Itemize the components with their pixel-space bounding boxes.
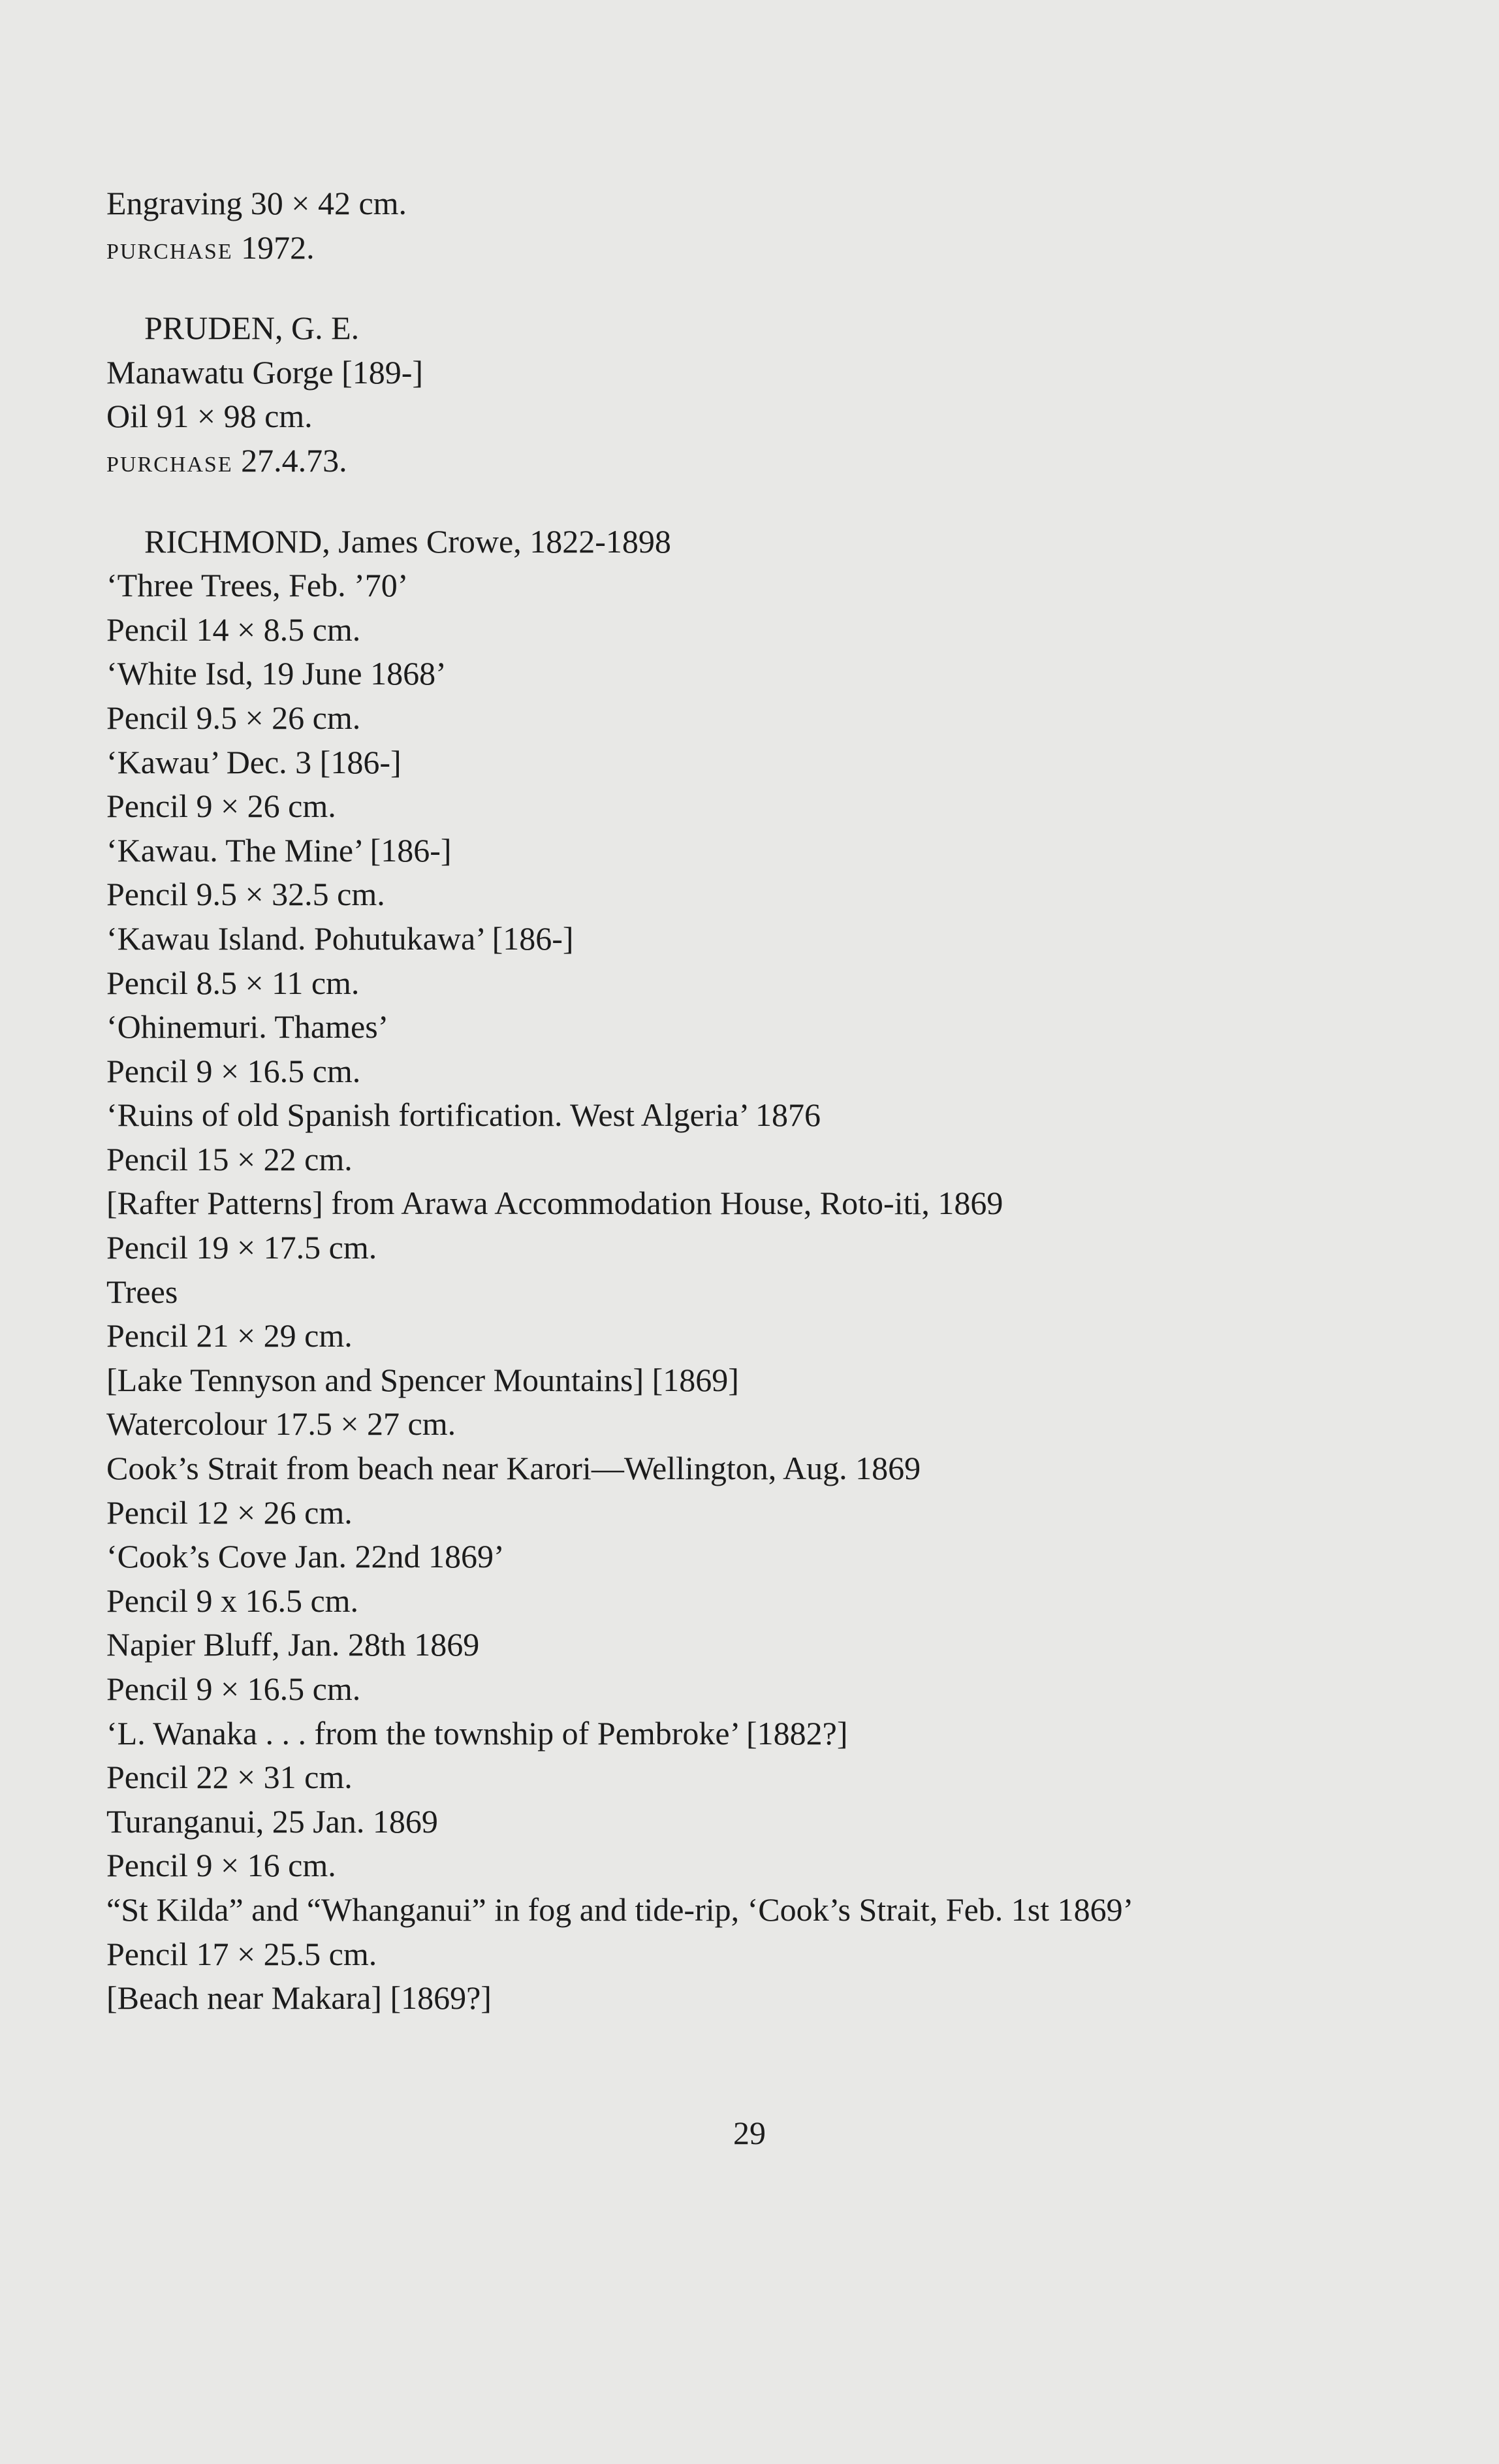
entry-medium: Pencil 22 × 31 cm. bbox=[106, 1759, 353, 1796]
entry-medium: Pencil 9 × 16.5 cm. bbox=[106, 1052, 361, 1089]
entry-medium: Oil 91 × 98 cm. bbox=[106, 398, 313, 435]
entry-medium: Pencil 17 × 25.5 cm. bbox=[106, 1935, 377, 1972]
entry-title: ‘Kawau. The Mine’ [186-] bbox=[106, 831, 452, 869]
entry-medium: Engraving 30 × 42 cm. bbox=[106, 185, 407, 221]
catalogue-column bbox=[106, 182, 1242, 2021]
entry-title: ‘Ruins of old Spanish fortification. West Algeria’ 1876 bbox=[106, 1096, 821, 1134]
entry-title: [Beach near Makara] [1869?] bbox=[106, 1979, 492, 2017]
acquisition-label: PURCHASE bbox=[106, 452, 233, 477]
entry-medium: Pencil 9 × 26 cm. bbox=[106, 788, 336, 825]
artist-heading: RICHMOND, James Crowe, 1822-1898 bbox=[144, 522, 671, 560]
entry-title: Trees bbox=[106, 1273, 178, 1310]
entry-title: ‘White Isd, 19 June 1868’ bbox=[106, 655, 447, 692]
entry-title: ‘Kawau’ Dec. 3 [186-] bbox=[106, 743, 402, 780]
entry-title: ‘L. Wanaka . . . from the township of Pembroke’ [1882?] bbox=[106, 1714, 848, 1752]
entry-title: ‘Kawau Island. Pohutukawa’ [186-] bbox=[106, 920, 574, 957]
entry-title: Napier Bluff, Jan. 28th 1869 bbox=[106, 1626, 480, 1663]
entry-medium: Watercolour 17.5 × 27 cm. bbox=[106, 1405, 456, 1443]
page-number: 29 bbox=[733, 2115, 766, 2151]
entry-medium: Pencil 9 × 16 cm. bbox=[106, 1847, 336, 1884]
entry-title: [Rafter Patterns] from Arawa Accommodation House, Roto-iti, 1869 bbox=[106, 1185, 1003, 1222]
entry-title: Turanganui, 25 Jan. 1869 bbox=[106, 1802, 438, 1840]
entry-medium: Pencil 9.5 × 26 cm. bbox=[106, 699, 361, 736]
entry-title: [Lake Tennyson and Spencer Mountains] [1869] bbox=[106, 1361, 739, 1398]
entry-medium: Pencil 12 × 26 cm. bbox=[106, 1494, 353, 1531]
entry-medium: Pencil 9 × 16.5 cm. bbox=[106, 1671, 361, 1707]
entry-medium: Pencil 9 x 16.5 cm. bbox=[106, 1582, 359, 1619]
entry-title: Manawatu Gorge [189-] bbox=[106, 353, 424, 391]
entry-medium: Pencil 19 × 17.5 cm. bbox=[106, 1229, 377, 1266]
entry-title: ‘Cook’s Cove Jan. 22nd 1869’ bbox=[106, 1538, 505, 1575]
acquisition-date: 1972. bbox=[232, 229, 315, 266]
entry-medium: Pencil 14 × 8.5 cm. bbox=[106, 611, 361, 648]
entry-acquisition bbox=[106, 439, 1242, 483]
entry-medium: Pencil 8.5 × 11 cm. bbox=[106, 964, 360, 1001]
entry-medium: Pencil 15 × 22 cm. bbox=[106, 1140, 353, 1177]
spacer bbox=[106, 483, 1242, 520]
artist-heading: PRUDEN, G. E. bbox=[144, 310, 360, 347]
entry-medium: Pencil 9.5 × 32.5 cm. bbox=[106, 876, 385, 913]
entry-title: Cook’s Strait from beach near Karori—Wellington, Aug. 1869 bbox=[106, 1450, 921, 1487]
acquisition-date: 27.4.73. bbox=[232, 441, 347, 479]
entry-medium: Pencil 21 × 29 cm. bbox=[106, 1317, 353, 1354]
entry-title: ‘Three Trees, Feb. ’70’ bbox=[106, 567, 409, 604]
spacer bbox=[106, 270, 1242, 306]
entry-title: “St Kilda” and “Whanganui” in fog and tide-rip, ‘Cook’s Strait, Feb. 1st 1869’ bbox=[106, 1891, 1134, 1928]
acquisition-label: PURCHASE bbox=[106, 239, 233, 264]
entry-title: ‘Ohinemuri. Thames’ bbox=[106, 1008, 389, 1046]
entry-acquisition bbox=[106, 226, 1242, 270]
